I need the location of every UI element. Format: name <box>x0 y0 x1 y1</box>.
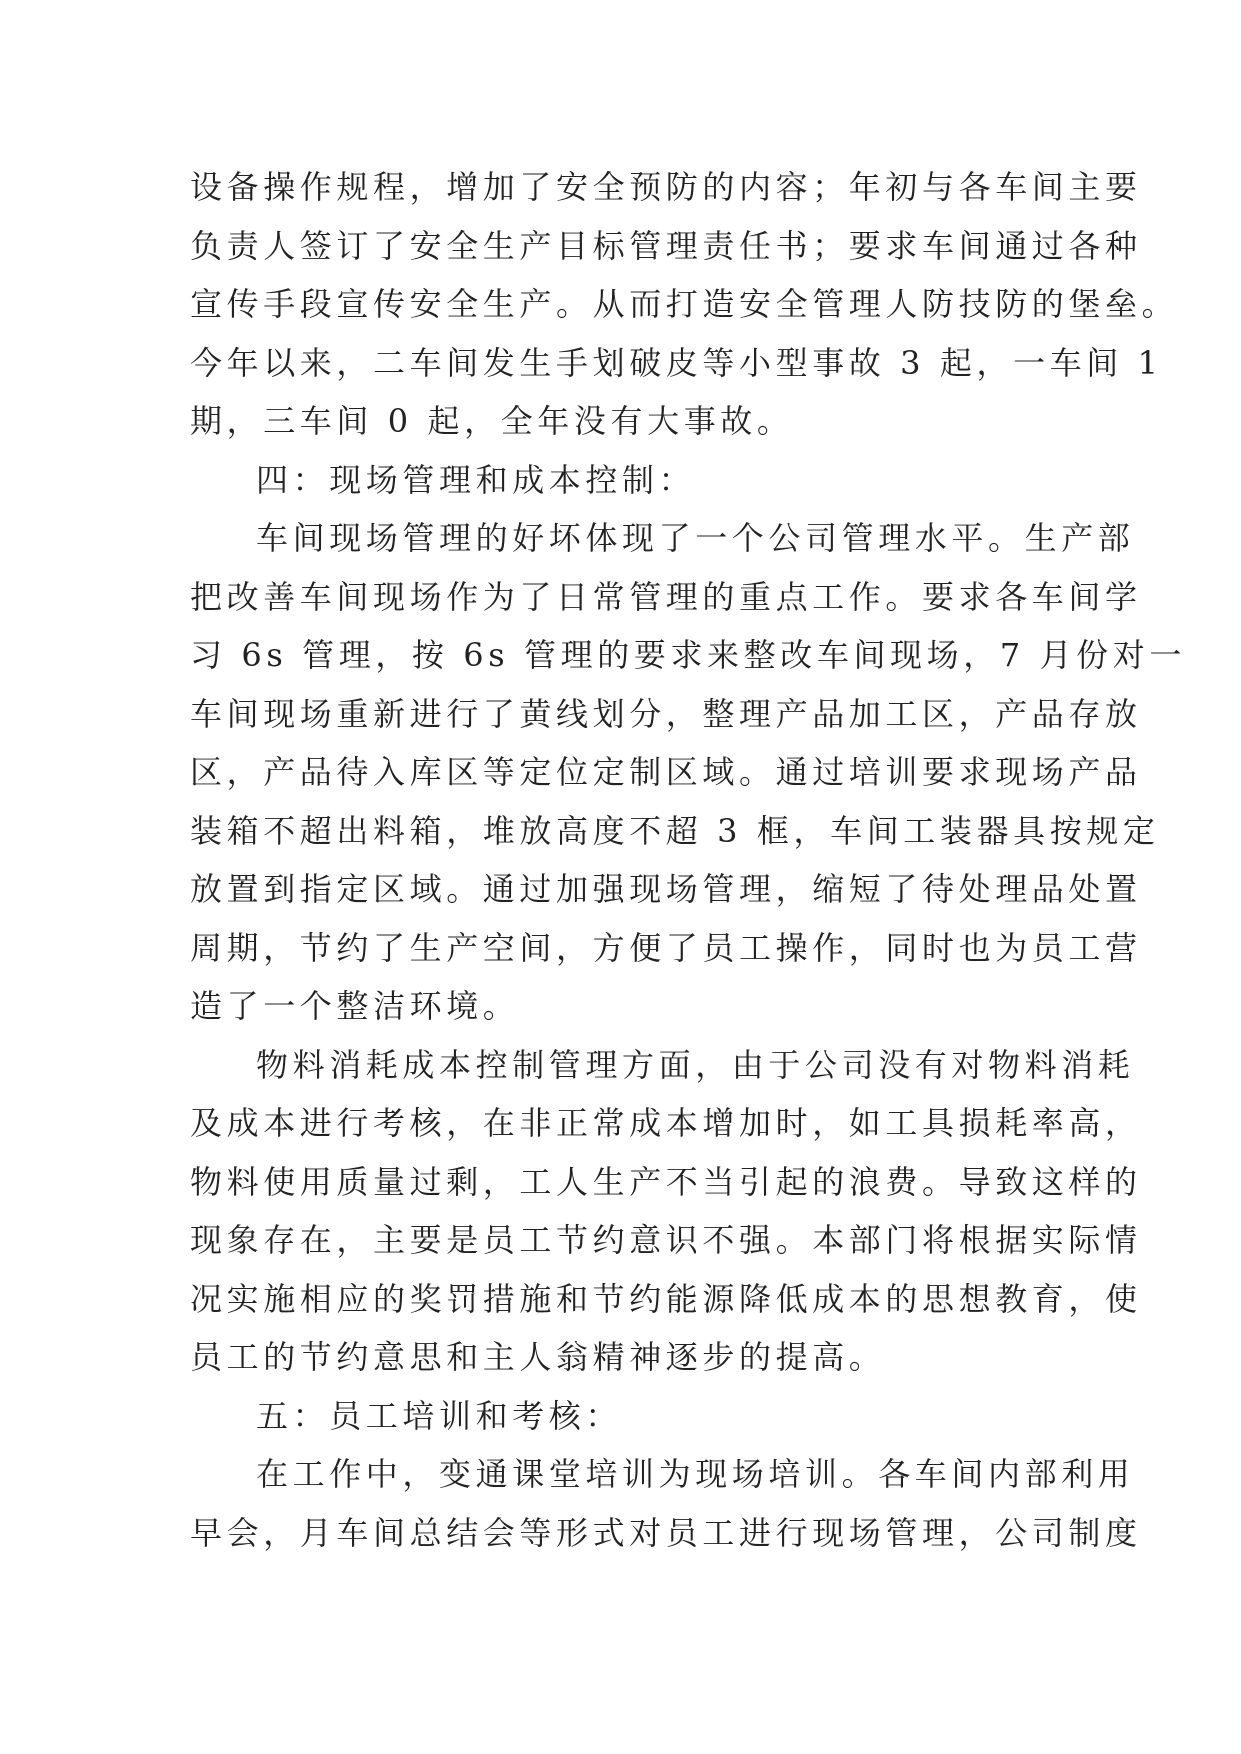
text-line: 员工的节约意思和主人翁精神逐步的提高。 <box>190 1338 886 1376</box>
text-line: 放置到指定区域。通过加强现场管理，缩短了待处理品处置 <box>190 870 1142 908</box>
text-line: 周期，节约了生产空间，方便了员工操作，同时也为员工营 <box>190 928 1142 967</box>
text-line: 宣传手段宣传安全生产。从而打造安全管理人防技防的堡垒。 <box>190 285 1179 323</box>
text-line: 期，三车间 0 起，全年没有大事故。 <box>190 402 794 440</box>
text-line: 物料使用质量过剩，工人生产不当引起的浪费。导致这样的 <box>190 1162 1142 1201</box>
text-line: 装箱不超出料箱，堆放高度不超 3 框，车间工装器具按规定 <box>190 811 1160 850</box>
paragraph-start: 车间现场管理的好坏体现了一个公司管理水平。生产部 <box>256 519 1135 557</box>
text-line: 早会，月车间总结会等形式对员工进行现场管理，公司制度 <box>190 1513 1142 1552</box>
text-line: 现象存在，主要是员工节约意识不强。本部门将根据实际情 <box>190 1221 1142 1259</box>
text-line: 习 6s 管理，按 6s 管理的要求来整改车间现场，7 月份对一 <box>190 636 1186 674</box>
section-heading-four: 四：现场管理和成本控制： <box>256 460 696 499</box>
document-body <box>190 158 1186 1562</box>
text-line: 区，产品待入库区等定位定制区域。通过培训要求现场产品 <box>190 753 1142 791</box>
text-line: 造了一个整洁环境。 <box>190 987 520 1025</box>
text-line: 设备操作规程，增加了安全预防的内容；年初与各车间主要 <box>190 168 1142 206</box>
paragraph-start: 物料消耗成本控制管理方面，由于公司没有对物料消耗 <box>256 1045 1135 1084</box>
text-line: 负责人签订了安全生产目标管理责任书；要求车间通过各种 <box>190 226 1142 265</box>
text-line: 把改善车间现场作为了日常管理的重点工作。要求各车间学 <box>190 577 1142 616</box>
text-line: 今年以来，二车间发生手划破皮等小型事故 3 起，一车间 1 <box>190 343 1163 382</box>
text-line: 况实施相应的奖罚措施和节约能源降低成本的思想教育，使 <box>190 1279 1142 1318</box>
paragraph-start: 在工作中，变通课堂培训为现场培训。各车间内部利用 <box>256 1455 1135 1493</box>
text-line: 及成本进行考核，在非正常成本增加时，如工具损耗率高， <box>190 1104 1142 1142</box>
text-line: 车间现场重新进行了黄线划分，整理产品加工区，产品存放 <box>190 694 1142 733</box>
section-heading-five: 五：员工培训和考核： <box>256 1396 623 1435</box>
